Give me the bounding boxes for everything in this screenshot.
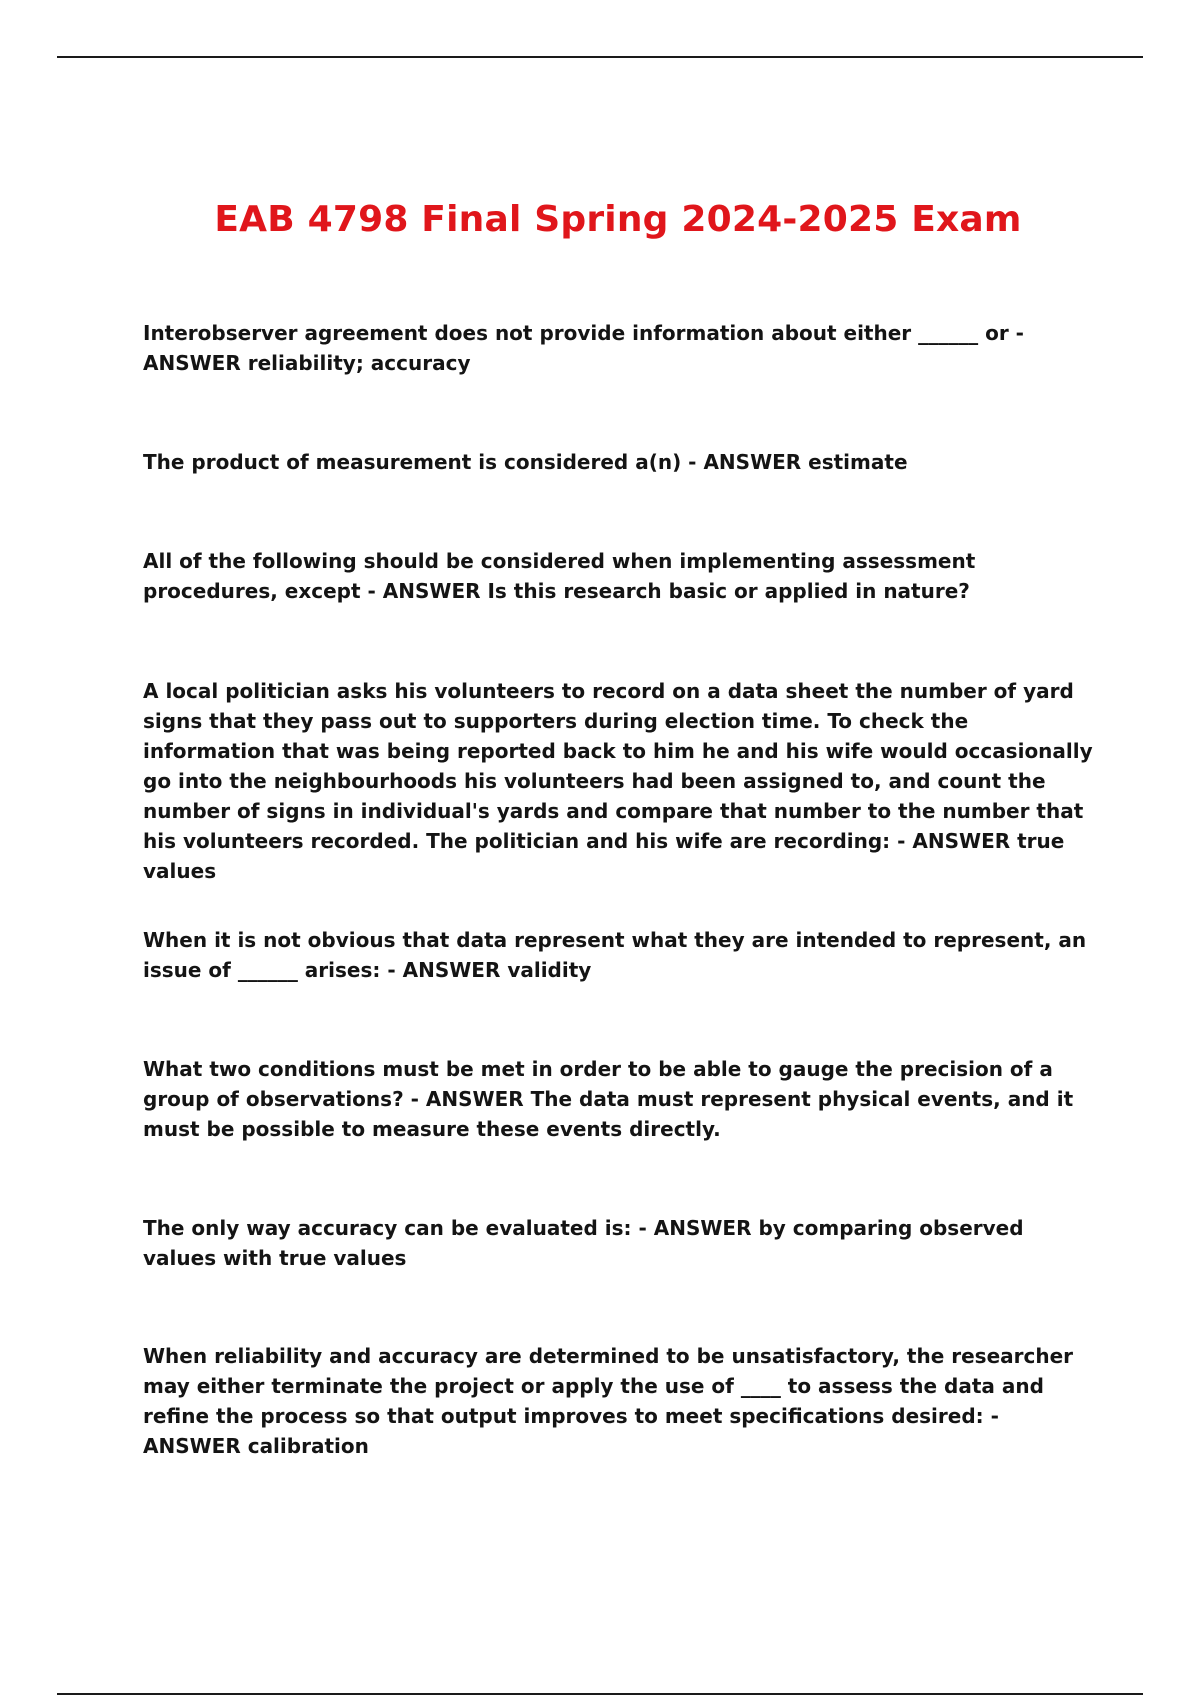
qa-item: [143, 1054, 1093, 1144]
qa-text: Interobserver agreement does not provide information about either ______ or - ANSWER reliability; accuracy: [143, 321, 1031, 375]
qa-item: [143, 925, 1093, 985]
qa-item: [143, 676, 1100, 886]
qa-item: [143, 1341, 1093, 1461]
qa-text: The only way accuracy can be evaluated is: - ANSWER by comparing observed values with true values: [143, 1216, 1031, 1270]
qa-text: What two conditions must be met in order to be able to gauge the precision of a group of observations? - ANSWER The data must represent physical events, and it must be possible to measure these events directly.: [143, 1057, 1081, 1141]
qa-text: When reliability and accuracy are determined to be unsatisfactory, the researcher may either terminate the project or apply the use of ____ to assess the data and refine the process so that output improves to meet specifications desired: - ANSWER calibration: [143, 1344, 1080, 1458]
qa-text: All of the following should be considered when implementing assessment procedures, except - ANSWER Is this research basic or applied in nature?: [143, 549, 983, 603]
qa-item: [143, 1213, 1093, 1273]
qa-item: [143, 318, 1093, 378]
qa-item: [143, 546, 1093, 606]
top-divider: [57, 56, 1143, 58]
qa-text: When it is not obvious that data represent what they are intended to represent, an issue of ______ arises: - ANSWER validity: [143, 928, 1094, 982]
qa-item: [143, 447, 1093, 477]
page-title: EAB 4798 Final Spring 2024-2025 Exam: [214, 199, 1022, 240]
qa-text: The product of measurement is considered a(n) - ANSWER estimate: [143, 450, 908, 474]
qa-text: A local politician asks his volunteers to record on a data sheet the number of yard signs that they pass out to supporters during election time. To check the information that was being reported back to him he and his wife would occasionally go into the neighbourhoods his volunteers had been assigned to, and count the number of signs in individual's yards and compare that number to the number that his volunteers recorded. The politician and his wife are recording: - ANSWER true values: [143, 679, 1100, 883]
bottom-divider: [57, 1693, 1143, 1695]
